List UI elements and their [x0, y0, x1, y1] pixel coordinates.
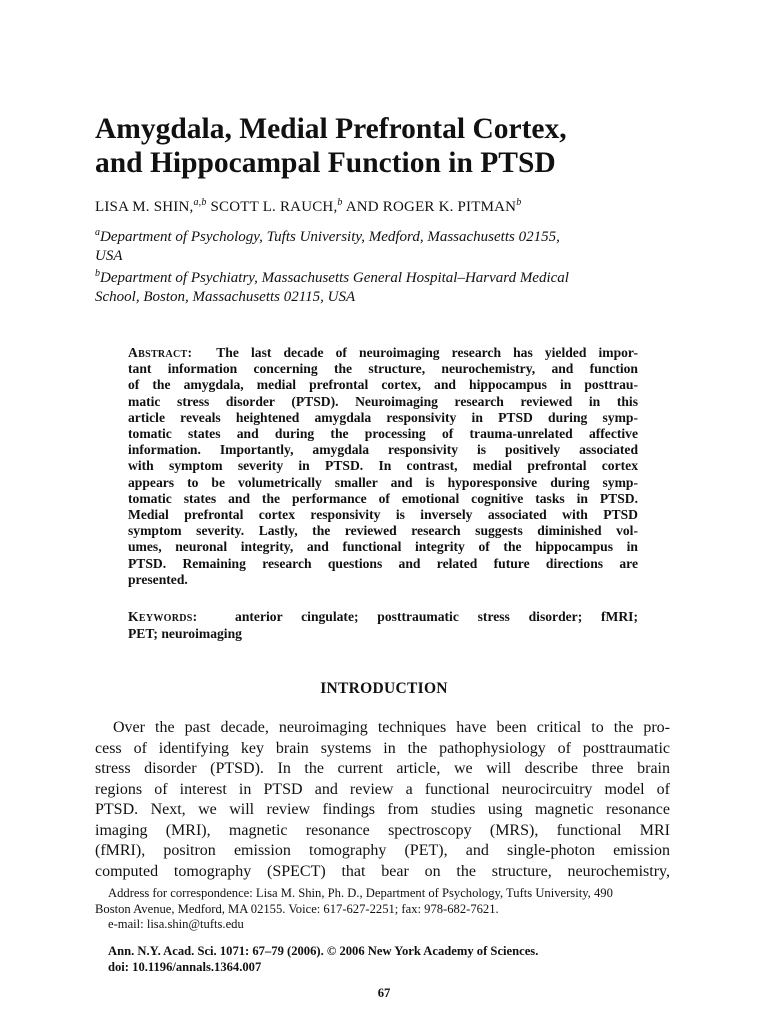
citation-line: Ann. N.Y. Acad. Sci. 1071: 67–79 (2006). © 2006 New York Academy of Sciences. — [108, 944, 539, 958]
abstract-line: PTSD. Remaining research questions and related future directions are — [128, 555, 638, 571]
keywords-label: Keywords: — [128, 609, 198, 624]
body-line: Over the past decade, neuroimaging techniques have been critical to the pro- — [113, 719, 670, 736]
body-line: computed tomography (SPECT) that bear on the structure, neurochemistry, — [95, 862, 670, 880]
body-line: PTSD. Next, we will review findings from studies using magnetic resonance — [95, 801, 670, 818]
footnote-line: Boston Avenue, Medford, MA 02155. Voice: 617-627-2251; fax: 978-682-7621. — [95, 901, 499, 916]
body-line: stress disorder (PTSD). In the current article, we will describe three brain — [95, 760, 670, 777]
abstract-text-1: The last decade of neuroimaging research has yielded impor- — [216, 345, 638, 360]
author-1-affiliation-mark: a,b — [193, 197, 207, 208]
abstract-line: with symptom severity in PTSD. In contrast, medial prefrontal cortex — [128, 458, 638, 474]
abstract-line: appears to be volumetrically smaller and is hyporesponsive during symp- — [128, 474, 638, 490]
footnote-email: e-mail: lisa.shin@tufts.edu — [108, 917, 244, 931]
citation-block — [108, 943, 538, 975]
footnote-line: Address for correspondence: Lisa M. Shin, Ph. D., Department of Psychology, Tufts University, 490 — [108, 886, 613, 900]
correspondence-footnote — [95, 886, 675, 933]
body-line: regions of interest in PTSD and review a functional neurocircuitry model of — [95, 780, 670, 798]
author-3: AND ROGER K. PITMAN — [342, 199, 517, 215]
abstract-line: tant information concerning the structure, neurochemistry, and function — [128, 361, 638, 377]
body-line: imaging (MRI), magnetic resonance spectroscopy (MRS), functional MRI — [95, 821, 670, 839]
abstract-line: article reveals heightened amygdala responsivity in PTSD during symp- — [128, 409, 638, 425]
title-line-1: Amygdala, Medial Prefrontal Cortex, — [95, 113, 567, 145]
affiliation-a-mark: a — [95, 227, 100, 238]
abstract-label: Abstract: — [128, 345, 193, 360]
abstract-line: umes, neuronal integrity, and functional integrity of the hippocampus in — [128, 539, 638, 555]
affiliation-b-text-1: Department of Psychiatry, Massachusetts General Hospital–Harvard Medical — [100, 270, 569, 286]
abstract-block — [128, 345, 638, 588]
affiliation-a — [95, 228, 675, 266]
author-2-affiliation-mark: b — [337, 197, 343, 208]
abstract-line — [128, 345, 638, 361]
author-2: SCOTT L. RAUCH, — [206, 199, 338, 215]
abstract-line: information. Importantly, amygdala responsivity is positively associated — [128, 442, 638, 458]
keywords-line — [128, 609, 638, 626]
abstract-line: symptom severity. Lastly, the reviewed research suggests diminished vol- — [128, 523, 638, 539]
affiliation-b-line-1 — [95, 269, 675, 288]
abstract-line: Medial prefrontal cortex responsivity is inversely associated with PTSD — [128, 507, 638, 523]
abstract-line: presented. — [128, 571, 188, 587]
affiliation-a-text-1: Department of Psychology, Tufts University, Medford, Massachusetts 02155, — [100, 229, 560, 245]
doi-line: doi: 10.1196/annals.1364.007 — [108, 960, 262, 974]
keywords-text-1: anterior cingulate; posttraumatic stress disorder; fMRI; — [235, 609, 638, 624]
abstract-line: tomatic states and during the processing of trauma-unrelated affective — [128, 426, 638, 442]
body-text — [95, 718, 670, 882]
affiliation-a-line-2: USA — [95, 248, 123, 264]
affiliation-b-line-2: School, Boston, Massachusetts 02115, USA — [95, 289, 356, 305]
body-line: (fMRI), positron emission tomography (PET), and single-photon emission — [95, 842, 670, 859]
keywords-line: PET; neuroimaging — [128, 625, 242, 641]
abstract-line: tomatic states and the performance of emotional cognitive tasks in PTSD. — [128, 490, 638, 506]
author-1: LISA M. SHIN, — [95, 199, 194, 215]
affiliation-b-mark: b — [95, 268, 100, 279]
article-title — [95, 112, 695, 180]
title-line-2: and Hippocampal Function in PTSD — [95, 147, 556, 179]
body-line: cess of identifying key brain systems in the pathophysiology of posttraumatic — [95, 739, 670, 757]
author-list — [95, 199, 521, 216]
abstract-line: matic stress disorder (PTSD). Neuroimaging research reviewed in this — [128, 393, 638, 409]
abstract-line: of the amygdala, medial prefrontal cortex, and hippocampus in posttrau- — [128, 377, 638, 393]
affiliation-a-line-1 — [95, 228, 675, 247]
section-heading: INTRODUCTION — [320, 680, 448, 697]
affiliation-b — [95, 269, 675, 307]
author-3-affiliation-mark: b — [516, 197, 522, 208]
page-number: 67 — [377, 986, 391, 1000]
keywords-block — [128, 609, 638, 642]
